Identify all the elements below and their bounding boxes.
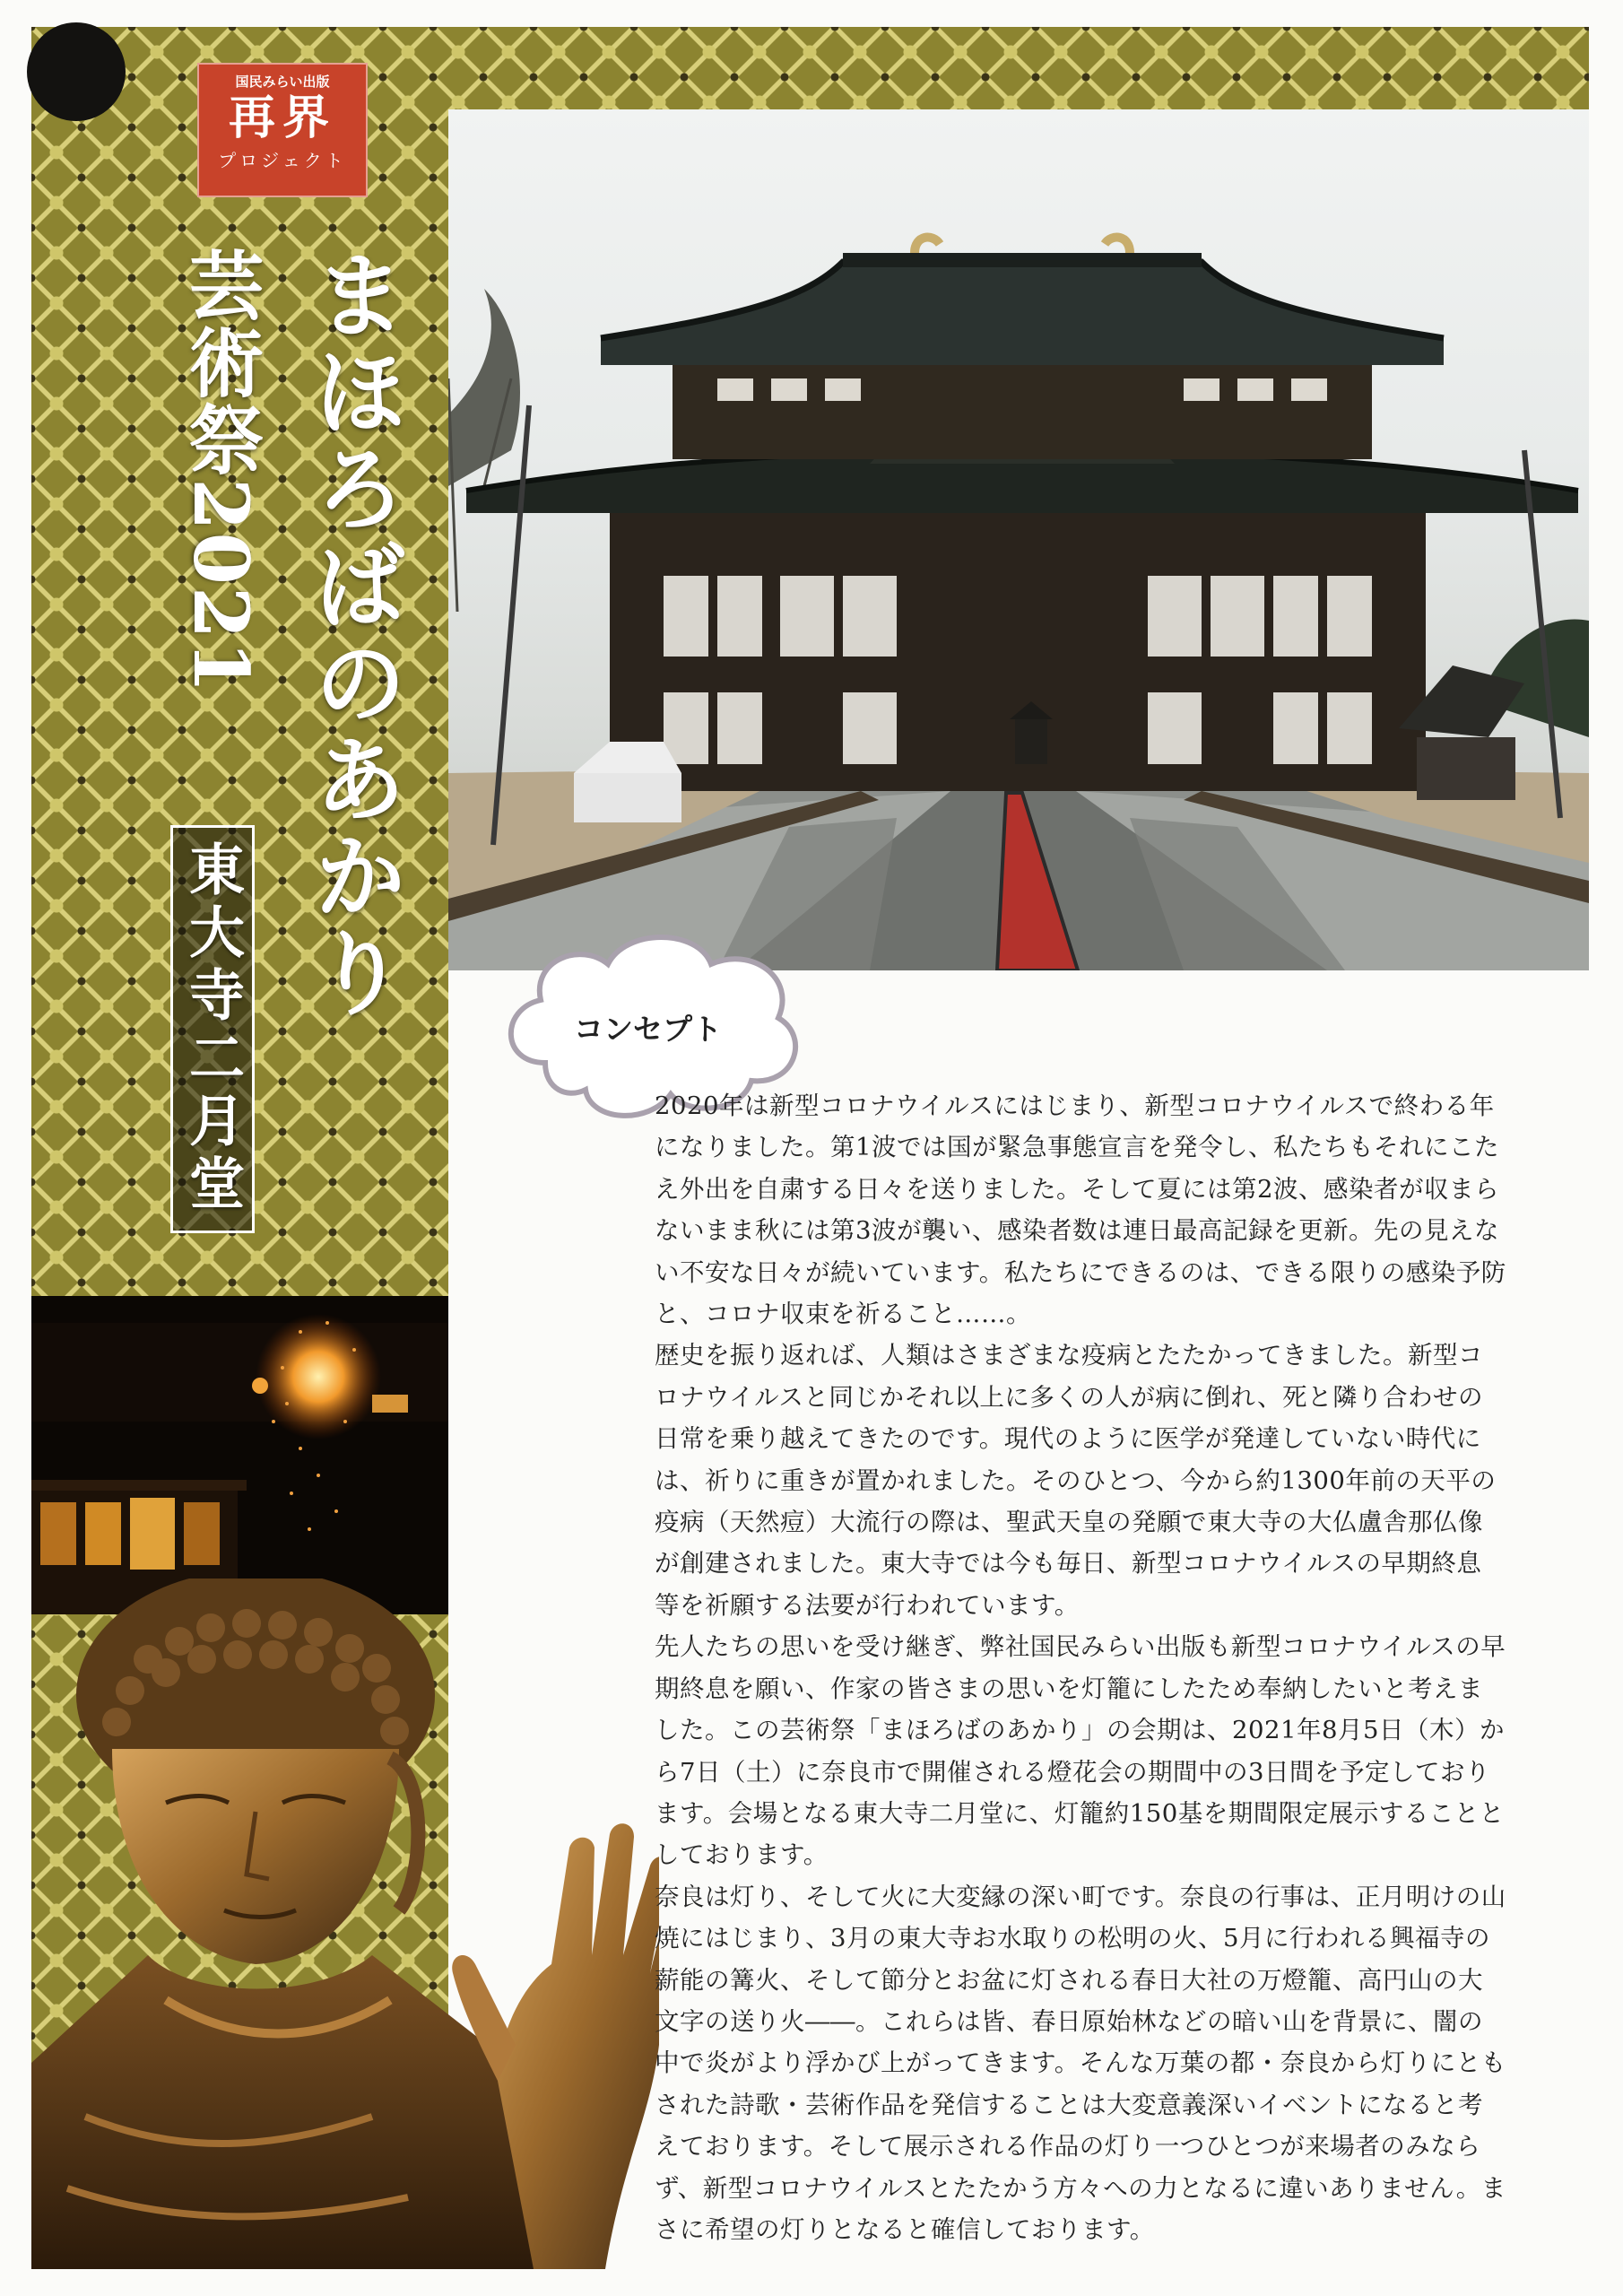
project-logo <box>197 63 368 197</box>
logo-sub: プロジェクト <box>218 150 347 171</box>
corner-ornament <box>27 22 126 121</box>
festival-title: 芸術祭2021 <box>177 247 265 695</box>
temple-illustration <box>448 109 1589 970</box>
temple-photo <box>448 109 1589 970</box>
logo-main: 再界 <box>228 91 336 145</box>
concept-paragraph: 先人たちの思いを受け継ぎ、弊社国民みらい出版も新型コロナウイルスの早期終息を願い、作家の皆さまの思いを灯籠にしたため奉納したいと考えました。この芸術祭「まほろばのあかり」の会期は、2021年8月5日（木）から7日（土）に奈良市で開催される燈花会の期間中の3日間を予定しております。会場となる東大寺二月堂に、灯籠約150基を期間限定展示することとしております。 <box>655 1632 1506 1870</box>
concept-body <box>655 1085 1506 2250</box>
concept-paragraph: 歴史を振り返れば、人類はさまざまな疫病とたたかってきました。新型コロナウイルスと同じかそれ以上に多くの人が病に倒れ、死と隣り合わせの日常を乗り越えてきたのです。現代のように医学が発達していない時代には、祈りに重きが置かれました。そのひとつ、今から約1300年前の天平の疫病（天然痘）大流行の際は、聖武天皇の発願で東大寺の大仏盧舎那仏像が創建されました。東大寺では今も毎日、新型コロナウイルスの早期終息等を祈願する法要が行われています。 <box>655 1341 1497 1620</box>
great-buddha-photo <box>31 1578 659 2269</box>
concept-paragraph: 奈良は灯り、そして火に大変縁の深い町です。奈良の行事は、正月明けの山焼にはじまり、3月の東大寺お水取りの松明の火、5月に行われる興福寺の薪能の篝火、そして節分とお盆に灯される春日大社の万燈籠、高円山の大文字の送り火――。これらは皆、春日原始林などの暗い山を背景に、闇の中で炎がより浮かび上がってきます。そんな万葉の都・奈良から灯りにともされた詩歌・芸術作品を発信することは大変意義深いイベントになると考えております。そして展示される作品の灯り一つひとつが来場者のみならず、新型コロナウイルスとたたかう方々への力となるに違いありません。まさに希望の灯りとなると確信しております。 <box>655 1882 1506 2244</box>
venue-label: 東大寺二月堂 <box>179 840 246 1217</box>
night-fire-illustration <box>31 1296 448 1614</box>
logo-publisher: 国民みらい出版 <box>235 74 330 90</box>
concept-paragraph: 2020年は新型コロナウイルスにはじまり、新型コロナウイルスで終わる年になりました。第1波では国が緊急事態宣言を発令し、私たちもそれにこたえ外出を自粛する日々を送りました。そして夏には第2波、感染者が収まらないまま秋には第3波が襲い、感染者数は連日最高記録を更新。先の見えない不安な日々が続いています。私たちにできるのは、できる限りの感染予防と、コロナ収束を祈ること……。 <box>655 1091 1506 1329</box>
concept-heading: コンセプト <box>574 1012 722 1047</box>
buddha-illustration <box>31 1578 659 2269</box>
night-fire-photo <box>31 1296 448 1614</box>
venue-box <box>170 825 255 1233</box>
page-title: まほろばのあかり <box>298 247 408 1022</box>
